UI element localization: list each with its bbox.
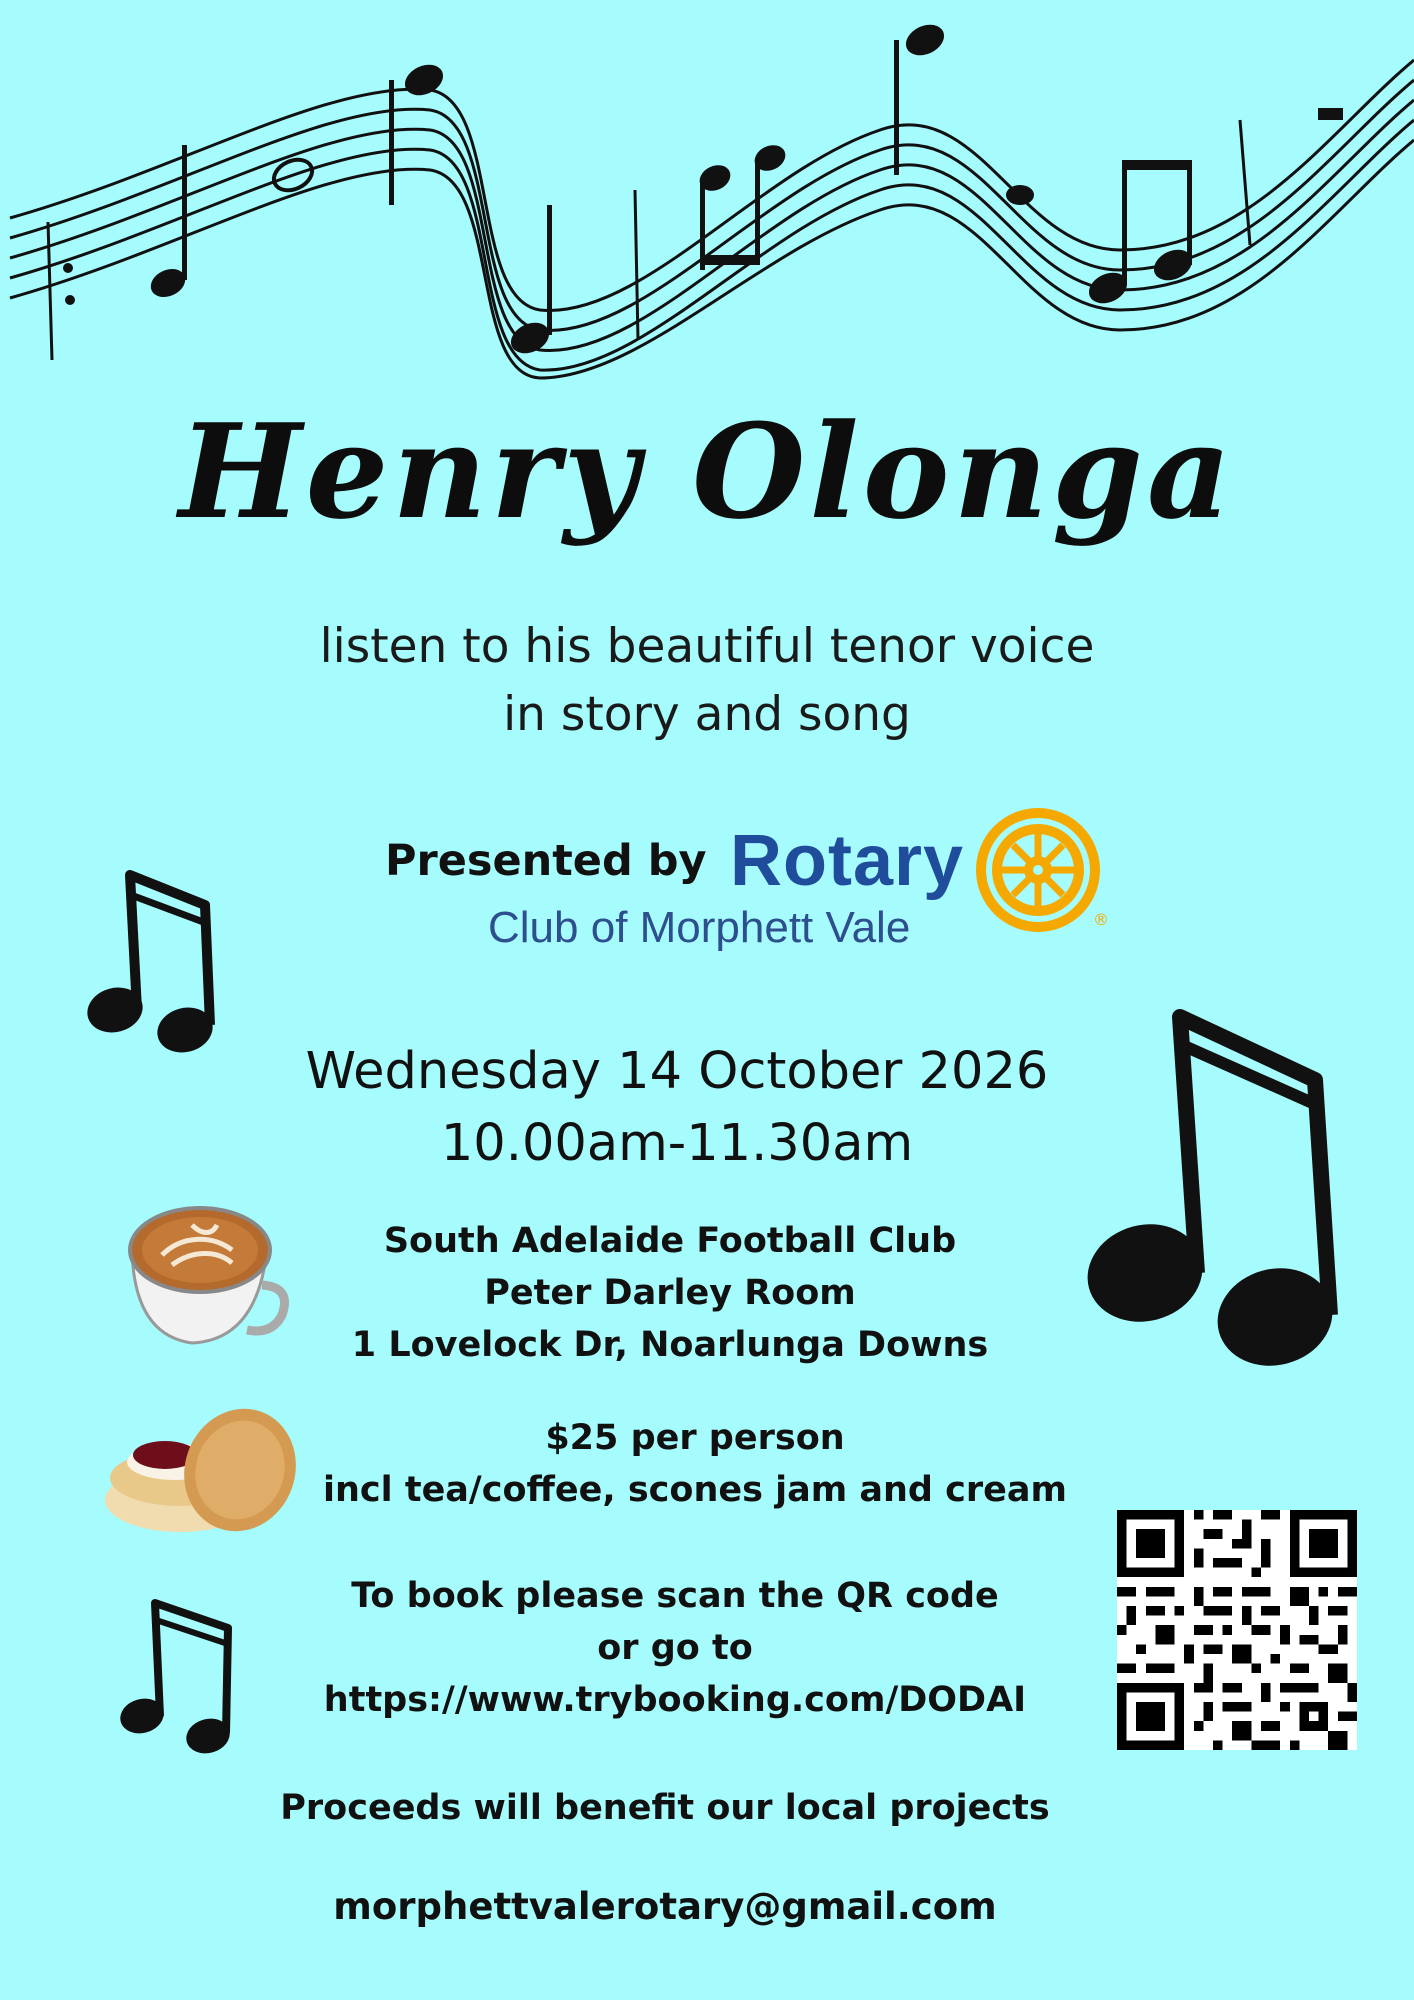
registered-mark: ®: [1093, 910, 1109, 929]
presented-by-label: Presented by: [385, 836, 707, 886]
eighth-notes-icon: [1085, 1005, 1345, 1375]
booking-url-link[interactable]: https://www.trybooking.com/DODAI: [323, 1680, 1027, 1720]
eighth-notes-icon: [85, 865, 225, 1065]
qr-code-icon[interactable]: [1117, 1510, 1357, 1750]
contact-email-link[interactable]: morphettvalerotary@gmail.com: [333, 1885, 997, 1928]
music-staff-icon: [0, 0, 1414, 380]
rotary-wheel-icon: [968, 800, 1108, 940]
price: $25 per person: [545, 1418, 845, 1458]
venue-address: 1 Lovelock Dr, Noarlunga Downs: [351, 1325, 989, 1365]
venue-name: South Adelaide Football Club: [383, 1221, 957, 1261]
event-time: 10.00am-11.30am: [440, 1114, 914, 1173]
event-date: Wednesday 14 October 2026: [305, 1042, 1049, 1101]
pricing-details: [300, 1412, 1090, 1516]
scone-icon: [100, 1400, 300, 1540]
booking-or: or go to: [597, 1628, 753, 1668]
tagline-line-2: in story and song: [503, 687, 911, 742]
page-title: Henry Olonga: [178, 395, 1236, 548]
price-includes: incl tea/coffee, scones jam and cream: [323, 1470, 1067, 1510]
booking-details: [230, 1570, 1120, 1726]
venue-details: [260, 1215, 1080, 1371]
eighth-notes-icon: [120, 1598, 240, 1758]
rotary-club-name: Club of Morphett Vale: [488, 903, 911, 952]
venue-room: Peter Darley Room: [484, 1273, 856, 1313]
rotary-logo-word: Rotary: [730, 821, 965, 901]
tagline: [0, 613, 1414, 749]
tagline-line-1: listen to his beautiful tenor voice: [319, 619, 1095, 674]
proceeds-note: Proceeds will benefit our local projects: [280, 1788, 1050, 1828]
booking-instruction: To book please scan the QR code: [351, 1576, 999, 1616]
